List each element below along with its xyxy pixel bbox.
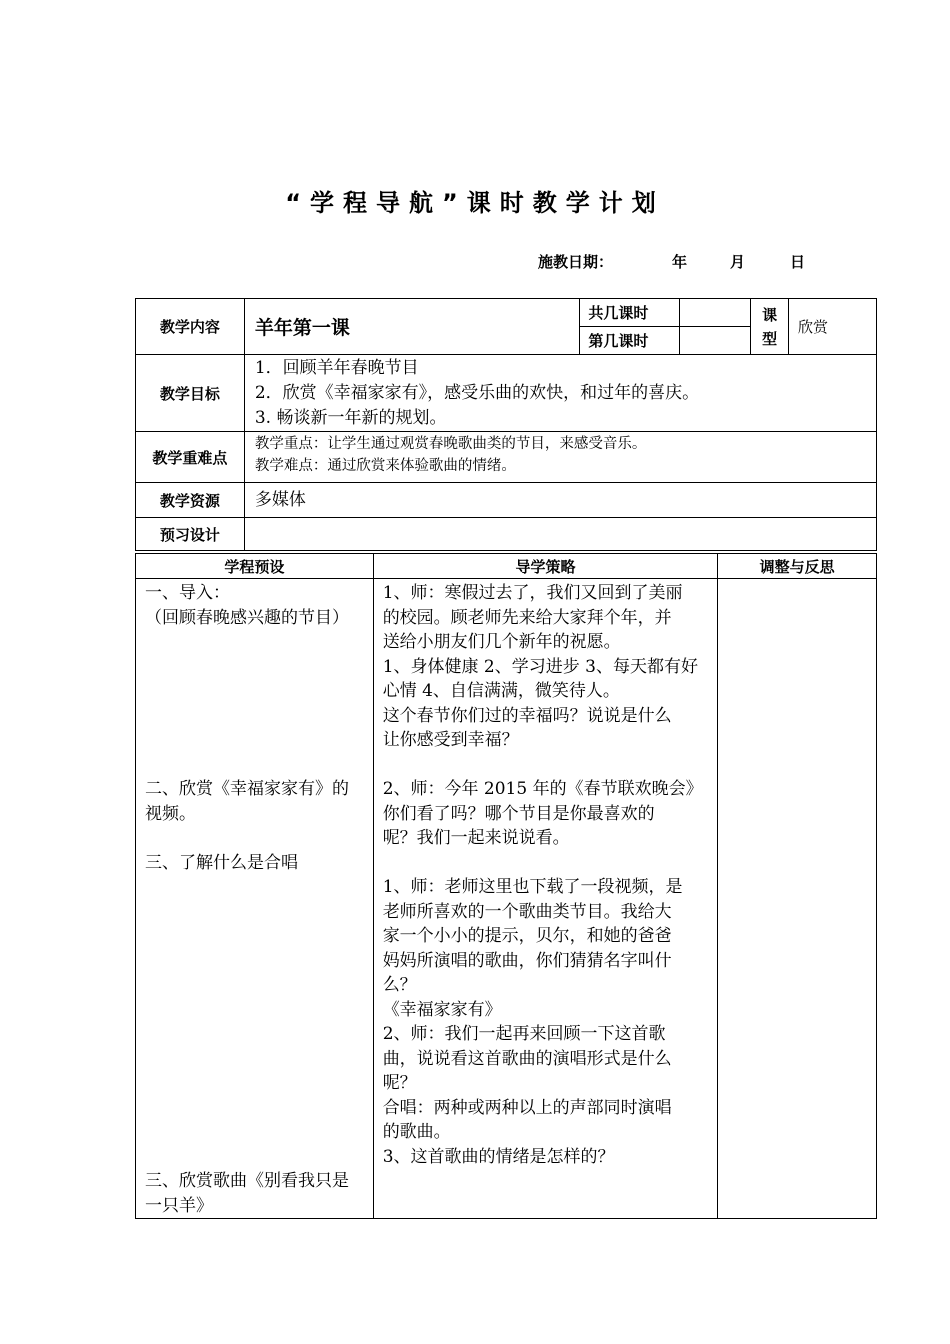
strategy-line: 妈妈所演唱的歌曲，你们猜猜名字叫什 xyxy=(382,950,672,971)
strategy-line: 呢？我们一起来说说看。 xyxy=(382,828,570,848)
step-appreciate: 二、欣赏《幸福家家有》的 xyxy=(145,779,349,799)
total-periods-value[interactable] xyxy=(680,299,751,327)
strategy-line: 《幸福家家有》 xyxy=(382,999,502,1020)
period-number-label: 第几课时 xyxy=(580,327,680,355)
col-header-process: 学程预设 xyxy=(136,554,374,579)
strategy-line: 3、这首歌曲的情绪是怎样的？ xyxy=(382,1146,615,1167)
resources-value: 多媒体 xyxy=(244,483,876,518)
strategy-line xyxy=(383,753,712,778)
goal-item: 2．欣赏《幸福家家有》，感受乐曲的欢快，和过年的喜庆。 xyxy=(254,382,700,403)
content-label: 教学内容 xyxy=(136,299,245,355)
resources-label: 教学资源 xyxy=(136,483,245,518)
preview-label: 预习设计 xyxy=(136,518,245,551)
col-header-strategy: 导学策略 xyxy=(373,554,718,579)
date-label: 施教日期： xyxy=(538,253,614,271)
goal-item: 1．回顾羊年春晚节目 xyxy=(254,357,419,378)
page-title: “学程导航”课时教学计划 xyxy=(285,189,665,217)
lesson-info-table xyxy=(135,298,877,551)
strategy-line: 这个春节你们过的幸福吗？说说是什么 xyxy=(382,705,672,726)
strategy-line: 2、师：今年 2015 年的《春节联欢晚会》 xyxy=(382,779,703,799)
process-table xyxy=(135,553,877,1219)
strategy-line: 你们看了吗？哪个节目是你最喜欢的 xyxy=(382,803,655,824)
step-song: 三、欣赏歌曲《别看我只是 xyxy=(145,1171,349,1191)
col-header-reflection: 调整与反思 xyxy=(718,554,877,579)
strategy-line: 的歌曲。 xyxy=(382,1122,451,1142)
period-number-value[interactable] xyxy=(680,327,751,355)
strategy-line: 么？ xyxy=(382,975,417,995)
strategy-line: 老师所喜欢的一个歌曲类节目。我给大 xyxy=(382,901,672,922)
step-chorus: 三、了解什么是合唱 xyxy=(145,852,298,873)
strategy-line: 合唱：两种或两种以上的声部同时演唱 xyxy=(382,1097,672,1118)
goals-cell xyxy=(244,355,876,432)
strategy-line xyxy=(383,851,712,876)
type-label-line-1: 课 xyxy=(762,305,778,324)
strategy-line: 呢？ xyxy=(382,1073,417,1093)
reflection-cell[interactable] xyxy=(718,579,877,1219)
strategy-line: 让你感受到幸福？ xyxy=(382,730,519,750)
goal-item: 3. 畅谈新一年新的规划。 xyxy=(254,407,447,428)
strategy-line: 曲，说说看这首歌曲的演唱形式是什么 xyxy=(382,1048,672,1069)
strategy-line: 家一个小小的提示，贝尔，和她的爸爸 xyxy=(382,926,672,946)
step-appreciate-cont: 视频。 xyxy=(145,803,196,824)
type-label-line-2: 型 xyxy=(762,329,778,348)
date-year-label: 年 xyxy=(672,253,688,271)
goals-label: 教学目标 xyxy=(136,355,245,432)
strategy-line: 2、师：我们一起再来回顾一下这首歌 xyxy=(382,1024,666,1044)
step-intro: 一、导入： xyxy=(145,583,230,603)
process-steps-cell xyxy=(136,579,374,1219)
strategy-line: 1、身体健康 2、学习进步 3、每天都有好 xyxy=(382,656,698,677)
key-point-item: 教学重点：让学生通过观赏春晚歌曲类的节目，来感受音乐。 xyxy=(254,436,647,452)
strategy-cell xyxy=(373,579,718,1219)
type-value: 欣赏 xyxy=(789,299,877,355)
key-points-cell xyxy=(244,432,876,483)
step-intro-note: （回顾春晚感兴趣的节目） xyxy=(145,607,349,628)
total-periods-label: 共几课时 xyxy=(580,299,680,327)
lesson-title: 羊年第一课 xyxy=(244,299,580,355)
strategy-line: 1、师：寒假过去了，我们又回到了美丽 xyxy=(382,583,683,603)
strategy-line: 1、师：老师这里也下载了一段视频，是 xyxy=(382,877,683,897)
strategy-line: 送给小朋友们几个新年的祝愿。 xyxy=(382,632,621,652)
key-point-item: 教学难点：通过欣赏来体验歌曲的情绪。 xyxy=(254,458,516,474)
date-month-label: 月 xyxy=(730,253,746,271)
preview-value[interactable] xyxy=(244,518,876,551)
step-song-cont: 一只羊》 xyxy=(145,1195,213,1216)
type-label xyxy=(751,299,789,355)
strategy-line: 的校园。顾老师先来给大家拜个年，并 xyxy=(382,607,672,628)
date-day-label: 日 xyxy=(790,253,806,271)
strategy-line: 心情 4、自信满满，微笑待人。 xyxy=(382,681,620,701)
key-points-label: 教学重难点 xyxy=(136,432,245,483)
